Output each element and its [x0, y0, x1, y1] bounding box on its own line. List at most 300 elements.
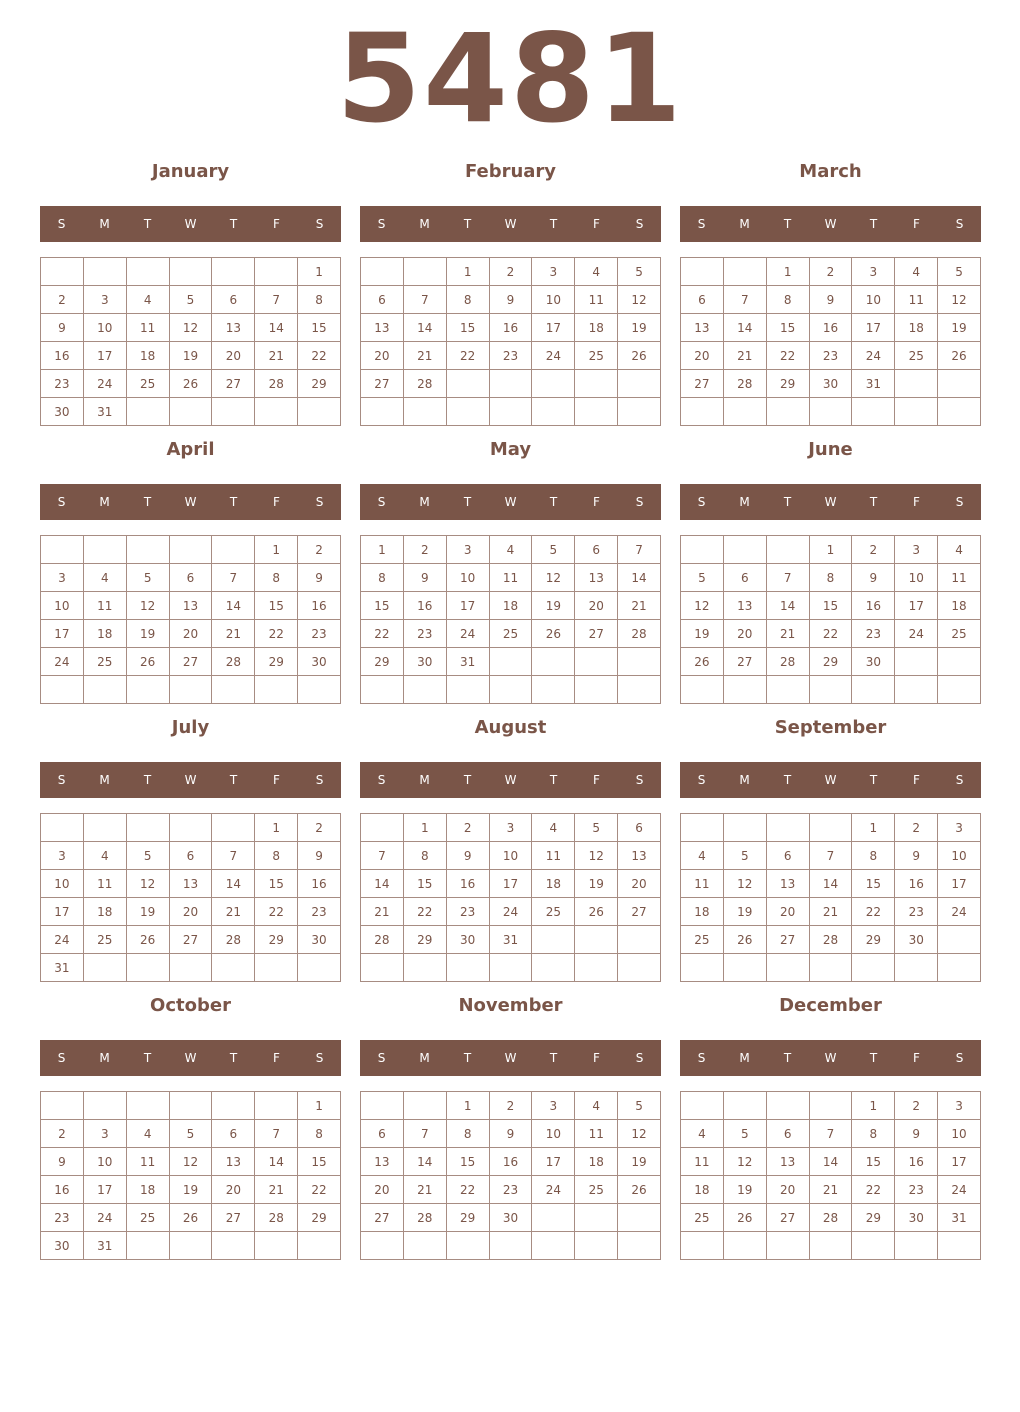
empty-day-cell — [810, 398, 853, 426]
day-cell: 14 — [810, 1148, 853, 1176]
empty-day-cell — [255, 1232, 298, 1260]
weekday-label: T — [869, 495, 878, 509]
weekday-label: S — [315, 217, 324, 231]
weekday-label: T — [463, 495, 472, 509]
empty-day-cell — [895, 648, 938, 676]
day-cell: 20 — [767, 898, 810, 926]
empty-day-cell — [255, 398, 298, 426]
day-cell: 17 — [852, 314, 895, 342]
empty-day-cell — [532, 926, 575, 954]
day-cell: 16 — [41, 1176, 84, 1204]
day-cell: 1 — [447, 258, 490, 286]
empty-day-cell — [767, 536, 810, 564]
day-cell: 12 — [724, 870, 767, 898]
day-cell: 2 — [895, 1092, 938, 1120]
day-cell: 24 — [938, 898, 981, 926]
day-cell: 23 — [490, 342, 533, 370]
empty-day-cell — [255, 258, 298, 286]
day-cell: 1 — [852, 814, 895, 842]
weekday-label: S — [697, 1051, 706, 1065]
day-cell: 14 — [255, 1148, 298, 1176]
day-cell: 26 — [575, 898, 618, 926]
empty-day-cell — [127, 398, 170, 426]
day-cell: 31 — [84, 398, 127, 426]
day-cell: 6 — [361, 1120, 404, 1148]
day-cell: 10 — [938, 1120, 981, 1148]
day-grid — [680, 257, 981, 426]
day-cell: 21 — [767, 620, 810, 648]
empty-day-cell — [767, 398, 810, 426]
day-cell: 2 — [298, 536, 341, 564]
day-cell: 25 — [490, 620, 533, 648]
month-name: December — [779, 995, 882, 1016]
empty-day-cell — [895, 954, 938, 982]
day-cell: 4 — [127, 1120, 170, 1148]
day-cell: 27 — [170, 926, 213, 954]
day-grid — [680, 1091, 981, 1260]
day-cell: 7 — [404, 1120, 447, 1148]
empty-day-cell — [84, 1092, 127, 1120]
day-cell: 22 — [447, 342, 490, 370]
empty-day-cell — [170, 258, 213, 286]
empty-day-cell — [618, 648, 661, 676]
day-cell: 30 — [490, 1204, 533, 1232]
day-cell: 18 — [127, 342, 170, 370]
day-cell: 3 — [895, 536, 938, 564]
day-cell: 19 — [170, 342, 213, 370]
day-cell: 13 — [767, 870, 810, 898]
day-cell: 8 — [255, 842, 298, 870]
day-cell: 19 — [724, 1176, 767, 1204]
empty-day-cell — [170, 814, 213, 842]
day-cell: 24 — [84, 1204, 127, 1232]
day-cell: 23 — [41, 370, 84, 398]
day-grid — [680, 535, 981, 704]
empty-day-cell — [404, 676, 447, 704]
day-cell: 4 — [681, 1120, 724, 1148]
day-cell: 13 — [724, 592, 767, 620]
empty-day-cell — [681, 676, 724, 704]
weekday-label: W — [184, 1051, 197, 1065]
month-name: August — [474, 717, 547, 738]
day-cell: 19 — [575, 870, 618, 898]
weekday-label: W — [184, 773, 197, 787]
weekday-header — [680, 484, 981, 520]
day-cell: 10 — [41, 592, 84, 620]
empty-day-cell — [490, 1232, 533, 1260]
day-cell: 5 — [938, 258, 981, 286]
empty-day-cell — [298, 676, 341, 704]
month-name: July — [171, 717, 210, 738]
weekday-label: W — [824, 217, 837, 231]
empty-day-cell — [212, 258, 255, 286]
day-cell: 16 — [895, 870, 938, 898]
empty-day-cell — [681, 1092, 724, 1120]
day-cell: 24 — [490, 898, 533, 926]
day-cell: 10 — [895, 564, 938, 592]
day-cell: 30 — [895, 926, 938, 954]
day-cell: 26 — [170, 370, 213, 398]
empty-day-cell — [852, 954, 895, 982]
day-cell: 9 — [810, 286, 853, 314]
day-cell: 28 — [212, 648, 255, 676]
day-cell: 10 — [852, 286, 895, 314]
day-cell: 26 — [618, 1176, 661, 1204]
day-cell: 30 — [895, 1204, 938, 1232]
day-cell: 28 — [810, 1204, 853, 1232]
empty-day-cell — [41, 814, 84, 842]
day-cell: 27 — [575, 620, 618, 648]
empty-day-cell — [532, 676, 575, 704]
day-cell: 15 — [852, 870, 895, 898]
day-cell: 25 — [84, 648, 127, 676]
day-cell: 21 — [255, 1176, 298, 1204]
day-cell: 16 — [852, 592, 895, 620]
day-cell: 18 — [938, 592, 981, 620]
empty-day-cell — [767, 1092, 810, 1120]
day-cell: 3 — [41, 564, 84, 592]
empty-day-cell — [298, 1232, 341, 1260]
empty-day-cell — [127, 258, 170, 286]
day-cell: 29 — [255, 926, 298, 954]
day-cell: 22 — [298, 1176, 341, 1204]
weekday-label: T — [783, 773, 792, 787]
day-cell: 6 — [618, 814, 661, 842]
day-cell: 11 — [127, 1148, 170, 1176]
day-cell: 18 — [575, 1148, 618, 1176]
empty-day-cell — [767, 954, 810, 982]
empty-day-cell — [447, 398, 490, 426]
weekday-label: T — [783, 495, 792, 509]
day-cell: 22 — [255, 620, 298, 648]
day-cell: 21 — [810, 898, 853, 926]
weekday-label: F — [273, 217, 280, 231]
weekday-header — [680, 762, 981, 798]
empty-day-cell — [767, 676, 810, 704]
weekday-label: F — [913, 773, 920, 787]
weekday-label: W — [184, 217, 197, 231]
weekday-label: W — [824, 1051, 837, 1065]
day-cell: 25 — [895, 342, 938, 370]
day-cell: 19 — [170, 1176, 213, 1204]
weekday-label: W — [824, 773, 837, 787]
empty-day-cell — [532, 648, 575, 676]
day-cell: 6 — [724, 564, 767, 592]
day-cell: 31 — [41, 954, 84, 982]
day-cell: 8 — [767, 286, 810, 314]
year-title: 5481 — [336, 8, 684, 150]
day-cell: 23 — [895, 898, 938, 926]
empty-day-cell — [681, 536, 724, 564]
month-name: November — [458, 995, 563, 1016]
day-cell: 14 — [404, 1148, 447, 1176]
month-name: April — [166, 439, 215, 460]
empty-day-cell — [490, 370, 533, 398]
day-cell: 15 — [255, 592, 298, 620]
empty-day-cell — [618, 1232, 661, 1260]
day-cell: 11 — [681, 1148, 724, 1176]
day-cell: 4 — [938, 536, 981, 564]
day-cell: 28 — [404, 1204, 447, 1232]
day-cell: 23 — [41, 1204, 84, 1232]
day-cell: 9 — [895, 842, 938, 870]
day-cell: 12 — [724, 1148, 767, 1176]
empty-day-cell — [255, 1092, 298, 1120]
day-cell: 30 — [41, 398, 84, 426]
day-cell: 9 — [852, 564, 895, 592]
day-cell: 27 — [618, 898, 661, 926]
day-cell: 13 — [361, 1148, 404, 1176]
day-cell: 28 — [724, 370, 767, 398]
weekday-label: W — [824, 495, 837, 509]
day-cell: 25 — [681, 926, 724, 954]
empty-day-cell — [212, 1092, 255, 1120]
weekday-label: S — [635, 495, 644, 509]
day-cell: 12 — [575, 842, 618, 870]
weekday-label: M — [99, 495, 110, 509]
day-cell: 4 — [127, 286, 170, 314]
day-cell: 13 — [575, 564, 618, 592]
empty-day-cell — [361, 676, 404, 704]
empty-day-cell — [404, 1232, 447, 1260]
weekday-label: S — [57, 773, 66, 787]
empty-day-cell — [810, 1092, 853, 1120]
empty-day-cell — [532, 1204, 575, 1232]
day-cell: 3 — [41, 842, 84, 870]
day-cell: 2 — [810, 258, 853, 286]
day-cell: 4 — [575, 258, 618, 286]
weekday-label: W — [504, 1051, 517, 1065]
day-cell: 3 — [490, 814, 533, 842]
day-cell: 25 — [938, 620, 981, 648]
empty-day-cell — [127, 536, 170, 564]
empty-day-cell — [127, 954, 170, 982]
month-name: May — [489, 439, 532, 460]
empty-day-cell — [810, 954, 853, 982]
weekday-label: S — [955, 217, 964, 231]
day-cell: 12 — [170, 1148, 213, 1176]
empty-day-cell — [575, 1204, 618, 1232]
empty-day-cell — [618, 1204, 661, 1232]
day-cell: 23 — [852, 620, 895, 648]
weekday-label: S — [955, 495, 964, 509]
empty-day-cell — [298, 398, 341, 426]
weekday-label: F — [593, 773, 600, 787]
weekday-label: F — [593, 217, 600, 231]
weekday-label: M — [99, 217, 110, 231]
weekday-header — [680, 1040, 981, 1076]
empty-day-cell — [212, 676, 255, 704]
empty-day-cell — [681, 258, 724, 286]
weekday-label: T — [549, 495, 558, 509]
day-cell: 7 — [810, 842, 853, 870]
day-cell: 17 — [447, 592, 490, 620]
weekday-label: S — [955, 1051, 964, 1065]
day-cell: 17 — [895, 592, 938, 620]
day-cell: 21 — [212, 620, 255, 648]
day-cell: 8 — [404, 842, 447, 870]
day-cell: 20 — [724, 620, 767, 648]
weekday-header — [680, 206, 981, 242]
empty-day-cell — [298, 954, 341, 982]
day-cell: 20 — [170, 898, 213, 926]
day-cell: 22 — [361, 620, 404, 648]
day-cell: 24 — [41, 926, 84, 954]
day-cell: 26 — [127, 648, 170, 676]
day-cell: 7 — [810, 1120, 853, 1148]
day-cell: 3 — [938, 814, 981, 842]
day-cell: 20 — [361, 1176, 404, 1204]
weekday-label: T — [869, 1051, 878, 1065]
empty-day-cell — [575, 370, 618, 398]
weekday-label: S — [57, 495, 66, 509]
day-cell: 16 — [490, 314, 533, 342]
day-cell: 9 — [298, 842, 341, 870]
empty-day-cell — [127, 1092, 170, 1120]
day-cell: 17 — [938, 870, 981, 898]
day-cell: 13 — [767, 1148, 810, 1176]
empty-day-cell — [212, 536, 255, 564]
empty-day-cell — [361, 814, 404, 842]
day-cell: 19 — [618, 314, 661, 342]
day-cell: 23 — [404, 620, 447, 648]
day-cell: 28 — [255, 1204, 298, 1232]
day-cell: 22 — [810, 620, 853, 648]
day-cell: 15 — [298, 1148, 341, 1176]
empty-day-cell — [41, 536, 84, 564]
day-cell: 14 — [361, 870, 404, 898]
day-cell: 8 — [298, 1120, 341, 1148]
empty-day-cell — [170, 1092, 213, 1120]
day-cell: 25 — [84, 926, 127, 954]
weekday-label: T — [143, 495, 152, 509]
weekday-label: T — [143, 217, 152, 231]
day-cell: 3 — [532, 1092, 575, 1120]
day-cell: 25 — [127, 370, 170, 398]
day-cell: 15 — [767, 314, 810, 342]
day-cell: 20 — [361, 342, 404, 370]
empty-day-cell — [810, 814, 853, 842]
weekday-label: S — [57, 1051, 66, 1065]
day-cell: 9 — [447, 842, 490, 870]
day-cell: 8 — [810, 564, 853, 592]
day-cell: 23 — [895, 1176, 938, 1204]
day-cell: 28 — [618, 620, 661, 648]
day-cell: 5 — [724, 1120, 767, 1148]
day-cell: 10 — [532, 1120, 575, 1148]
day-cell: 9 — [298, 564, 341, 592]
empty-day-cell — [681, 398, 724, 426]
day-cell: 12 — [681, 592, 724, 620]
day-cell: 24 — [938, 1176, 981, 1204]
day-cell: 11 — [575, 1120, 618, 1148]
day-cell: 13 — [170, 592, 213, 620]
day-cell: 8 — [447, 286, 490, 314]
day-cell: 6 — [361, 286, 404, 314]
day-cell: 23 — [490, 1176, 533, 1204]
empty-day-cell — [532, 1232, 575, 1260]
day-cell: 1 — [852, 1092, 895, 1120]
weekday-label: M — [99, 1051, 110, 1065]
empty-day-cell — [767, 814, 810, 842]
empty-day-cell — [255, 676, 298, 704]
weekday-label: M — [739, 217, 750, 231]
empty-day-cell — [575, 1232, 618, 1260]
empty-day-cell — [255, 954, 298, 982]
weekday-label: M — [739, 1051, 750, 1065]
weekday-label: S — [955, 773, 964, 787]
empty-day-cell — [938, 954, 981, 982]
weekday-label: W — [504, 495, 517, 509]
day-cell: 23 — [810, 342, 853, 370]
day-cell: 10 — [938, 842, 981, 870]
day-cell: 21 — [212, 898, 255, 926]
day-cell: 18 — [532, 870, 575, 898]
day-cell: 31 — [938, 1204, 981, 1232]
day-cell: 14 — [212, 870, 255, 898]
day-cell: 19 — [681, 620, 724, 648]
day-cell: 16 — [447, 870, 490, 898]
day-cell: 26 — [127, 926, 170, 954]
day-cell: 14 — [255, 314, 298, 342]
weekday-label: T — [549, 217, 558, 231]
day-cell: 15 — [298, 314, 341, 342]
day-cell: 10 — [84, 1148, 127, 1176]
empty-day-cell — [618, 926, 661, 954]
empty-day-cell — [681, 1232, 724, 1260]
weekday-label: T — [783, 1051, 792, 1065]
day-cell: 3 — [532, 258, 575, 286]
day-cell: 5 — [724, 842, 767, 870]
day-cell: 5 — [127, 842, 170, 870]
weekday-label: T — [549, 1051, 558, 1065]
weekday-label: T — [869, 773, 878, 787]
day-cell: 29 — [298, 1204, 341, 1232]
day-cell: 12 — [618, 1120, 661, 1148]
empty-day-cell — [170, 398, 213, 426]
weekday-label: S — [377, 1051, 386, 1065]
day-cell: 1 — [767, 258, 810, 286]
day-cell: 21 — [404, 342, 447, 370]
day-cell: 26 — [724, 926, 767, 954]
day-cell: 7 — [212, 564, 255, 592]
day-cell: 4 — [84, 842, 127, 870]
weekday-label: S — [315, 1051, 324, 1065]
day-cell: 18 — [490, 592, 533, 620]
day-cell: 1 — [810, 536, 853, 564]
empty-day-cell — [618, 370, 661, 398]
day-cell: 16 — [41, 342, 84, 370]
weekday-label: M — [419, 1051, 430, 1065]
day-cell: 19 — [127, 620, 170, 648]
weekday-label: S — [697, 495, 706, 509]
day-cell: 20 — [575, 592, 618, 620]
empty-day-cell — [681, 954, 724, 982]
weekday-label: M — [739, 495, 750, 509]
empty-day-cell — [895, 676, 938, 704]
day-cell: 27 — [767, 926, 810, 954]
empty-day-cell — [127, 1232, 170, 1260]
day-cell: 29 — [852, 1204, 895, 1232]
day-cell: 16 — [895, 1148, 938, 1176]
day-cell: 13 — [212, 1148, 255, 1176]
empty-day-cell — [895, 1232, 938, 1260]
day-cell: 5 — [575, 814, 618, 842]
day-cell: 28 — [255, 370, 298, 398]
day-cell: 1 — [298, 1092, 341, 1120]
day-cell: 22 — [447, 1176, 490, 1204]
weekday-label: T — [143, 773, 152, 787]
